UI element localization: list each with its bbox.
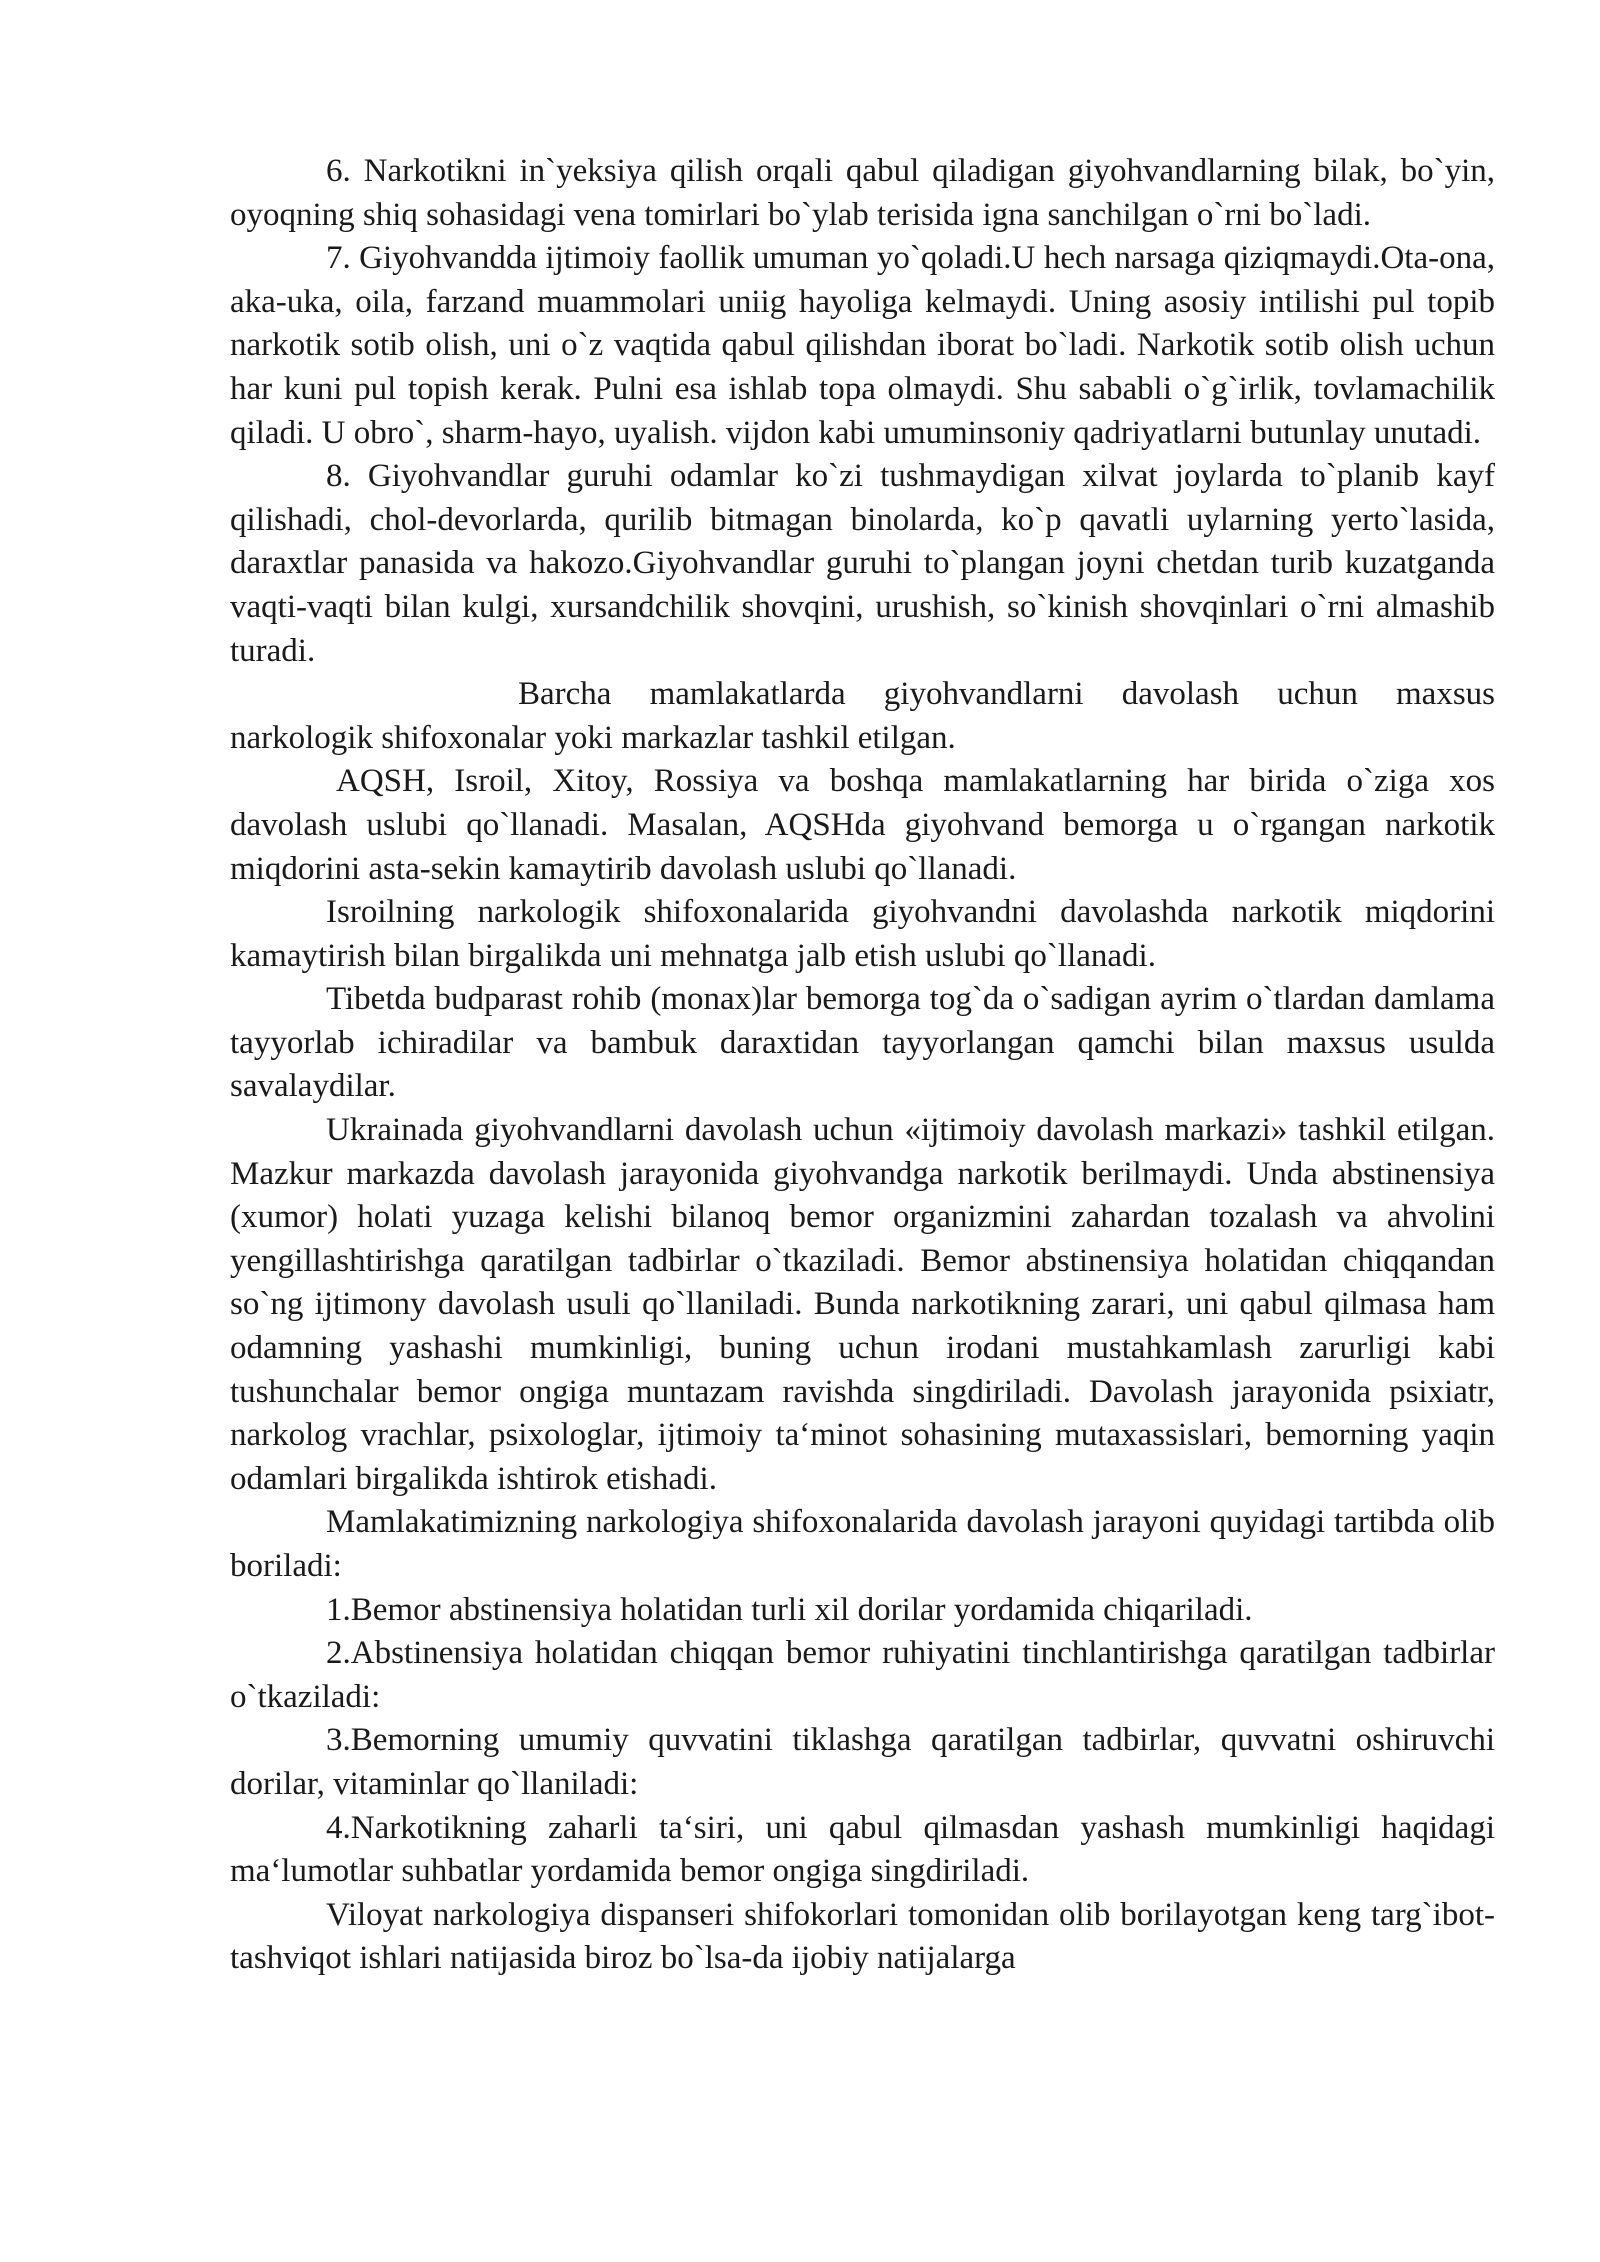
- paragraph-tibet: Tibetda budparast rohib (monax)lar bemorga tog`da o`sadigan ayrim o`tlardan damlama tayyorlab ichiradilar va bambuk daraxtidan tayyorlangan qamchi bilan maxsus usulda savalaydilar.: [230, 981, 1495, 1105]
- paragraph-step-3: 3.Bemorning umumiy quvvatini tiklashga qaratilgan tadbirlar, quvvatni oshiruvchi dorilar, vitaminlar qo`llaniladi:: [230, 1722, 1495, 1802]
- paragraph-step-2: 2.Abstinensiya holatidan chiqqan bemor ruhiyatini tinchlantirishga qaratilgan tadbirlar o`tkaziladi:: [230, 1635, 1495, 1715]
- paragraph-national-process: Mamlakatimizning narkologiya shifoxonalarida davolash jarayoni quyidagi tartibda olib boriladi:: [230, 1504, 1495, 1584]
- paragraph-step-1: 1.Bemor abstinensiya holatidan turli xil dorilar yordamida chiqariladi.: [326, 1591, 1253, 1628]
- paragraph-item-6: 6. Narkotikni in`yeksiya qilish orqali qabul qiladigan giyohvandlarning bilak, bo`yin, oyoqning shiq sohasidagi vena tomirlari bo`ylab terisida igna sanchilgan o`rni bo`ladi.: [230, 153, 1495, 233]
- paragraph-step-4: 4.Narkotikning zaharli ta‘siri, uni qabul qilmasdan yashash mumkinligi haqidagi ma‘lumotlar suhbatlar yordamida bemor ongiga singdiriladi.: [230, 1809, 1495, 1890]
- paragraph-regional: Viloyat narkologiya dispanseri shifokorlari tomonidan olib borilayotgan keng targ`ibot-tashviqot ishlari natijasida biroz bo`lsa-da ijobiy natijalarga: [230, 1896, 1495, 1977]
- paragraph-ukraine: Ukrainada giyohvandlarni davolash uchun «ijtimoiy davolash markazi» tashkil etilgan. Mazkur markazda davolash jarayonida giyohvandga narkotik berilmaydi. Unda abstinensiya (xumor) holati yuzaga kelishi bilanoq bemor organizmini zahardan tozalash va ahvolini yengillashtirishga qaratilgan tadbirlar o`tkaziladi. Bemor abstinensiya holatidan chiqqandan so`ng ijtimony davolash usuli qo`llaniladi. Bunda narkotikning zarari, uni qabul qilmasa ham odamning yashashi mumkinligi, buning uchun irodani mustahkamlash zarurligi kabi tushunchalar bemor ongiga muntazam ravishda singdiriladi. Davolash jarayonida psixiatr, narkolog vrachlar, psixologlar, ijtimoiy ta‘minot sohasining mutaxassislari, bemorning yaqin odamlari birgalikda ishtirok etishadi.: [230, 1112, 1495, 1497]
- paragraph-treatment-intro: Barcha mamlakatlarda giyohvandlarni davolash uchun maxsus narkologik shifoxonalar yoki markazlar tashkil etilgan.: [230, 676, 1495, 756]
- paragraph-item-7: 7. Giyohvandda ijtimoiy faollik umuman yo`qoladi.U hech narsaga qiziqmaydi.Ota-ona, aka-uka, oila, farzand muammolari uniig hayoliga kelmaydi. Uning asosiy intilishi pul topib narkotik sotib olish, uni o`z vaqtida qabul qilishdan iborat bo`ladi. Narkotik sotib olish uchun har kuni pul topish kerak. Pulni esa ishlab topa olmaydi. Shu sababli o`g`irlik, tovlamachilik qiladi. U obro`, sharm-hayo, uyalish. vijdon kabi umuminsoniy qadriyatlarni butunlay unutadi.: [230, 240, 1495, 451]
- paragraph-countries: AQSH, Isroil, Xitoy, Rossiya va boshqa mamlakatlarning har birida o`ziga xos davolash uslubi qo`llanadi. Masalan, AQSHda giyohvand bemorga u o`rgangan narkotik miqdorini asta-sekin kamaytirib davolash uslubi qo`llanadi.: [230, 763, 1495, 887]
- document-page: [230, 150, 1495, 1981]
- paragraph-israel: Isroilning narkologik shifoxonalarida giyohvandni davolashda narkotik miqdorini kamaytirish bilan birgalikda uni mehnatga jalb etish uslubi qo`llanadi.: [230, 894, 1495, 974]
- paragraph-item-8: 8. Giyohvandlar guruhi odamlar ko`zi tushmaydigan xilvat joylarda to`planib kayf qilishadi, chol-devorlarda, qurilib bitmagan binolarda, ko`p qavatli uylarning yerto`lasida, daraxtlar panasida va hakozo.Giyohvandlar guruhi to`plangan joyni chetdan turib kuzatganda vaqti-vaqti bilan kulgi, xursandchilik shovqini, urushish, so`kinish shovqinlari o`rni almashib turadi.: [230, 458, 1495, 669]
